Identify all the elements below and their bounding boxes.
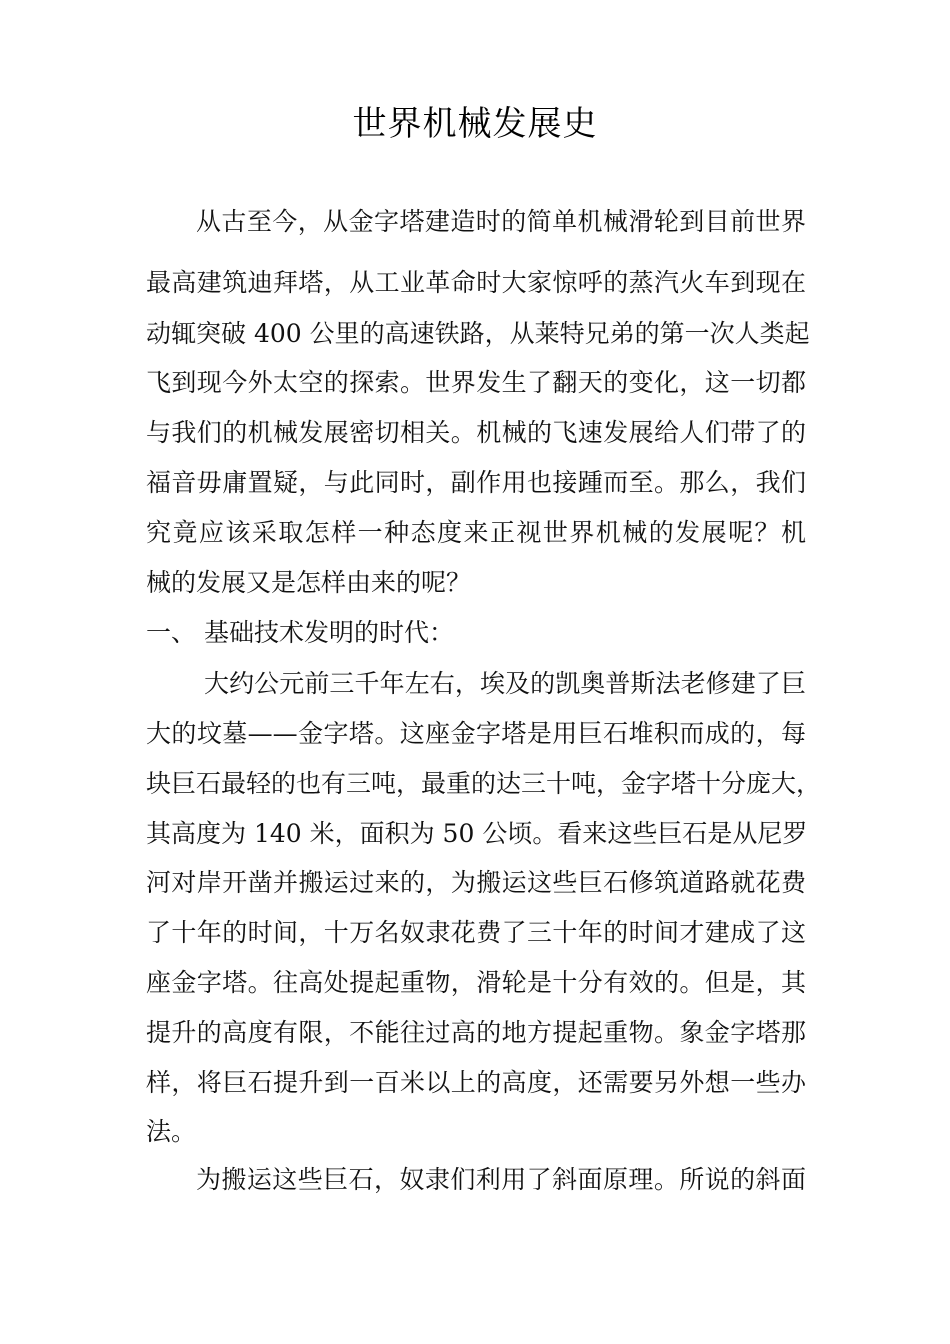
section-paragraph-line: 块巨石最轻的也有三吨，最重的达三十吨，金字塔十分庞大， <box>146 769 822 798</box>
intro-line: 飞到现今外太空的探索。世界发生了翻天的变化，这一切都 <box>146 368 806 397</box>
intro-line: 究竟应该采取怎样一种态度来正视世界机械的发展呢？机 <box>146 518 806 547</box>
intro-line: 从古至今，从金字塔建造时的简单机械滑轮到目前世界 <box>196 207 806 236</box>
section-paragraph-line: 提升的高度有限，不能往过高的地方提起重物。象金字塔那 <box>146 1018 806 1047</box>
section-paragraph-line: 大的坟墓——金字塔。这座金字塔是用巨石堆积而成的，每 <box>146 719 806 748</box>
document-title: 世界机械发展史 <box>352 104 598 144</box>
intro-line: 与我们的机械发展密切相关。机械的飞速发展给人们带了的 <box>146 418 806 447</box>
section-paragraph-line: 大约公元前三千年左右，埃及的凯奥普斯法老修建了巨 <box>204 669 806 698</box>
section-paragraph-line: 法。 <box>146 1117 197 1146</box>
intro-line: 福音毋庸置疑，与此同时，副作用也接踵而至。那么，我们 <box>146 468 806 497</box>
intro-line: 械的发展又是怎样由来的呢？ <box>146 568 472 597</box>
section-heading: 一、 基础技术发明的时代： <box>146 618 454 647</box>
section-paragraph-line: 河对岸开凿并搬运过来的，为搬运这些巨石修筑道路就花费 <box>146 868 806 897</box>
section-paragraph-line: 样，将巨石提升到一百米以上的高度，还需要另外想一些办 <box>146 1068 806 1097</box>
intro-line: 动辄突破 400 公里的高速铁路，从莱特兄弟的第一次人类起 <box>146 319 810 348</box>
section-paragraph-line: 其高度为 140 米，面积为 50 公顷。看来这些巨石是从尼罗 <box>146 819 808 848</box>
intro-line: 最高建筑迪拜塔，从工业革命时大家惊呼的蒸汽火车到现在 <box>146 268 806 297</box>
section-paragraph-line: 了十年的时间，十万名奴隶花费了三十年的时间才建成了这 <box>146 918 806 947</box>
section-paragraph-line: 座金字塔。往高处提起重物，滑轮是十分有效的。但是，其 <box>146 968 806 997</box>
next-paragraph-line: 为搬运这些巨石，奴隶们利用了斜面原理。所说的斜面 <box>196 1165 806 1194</box>
